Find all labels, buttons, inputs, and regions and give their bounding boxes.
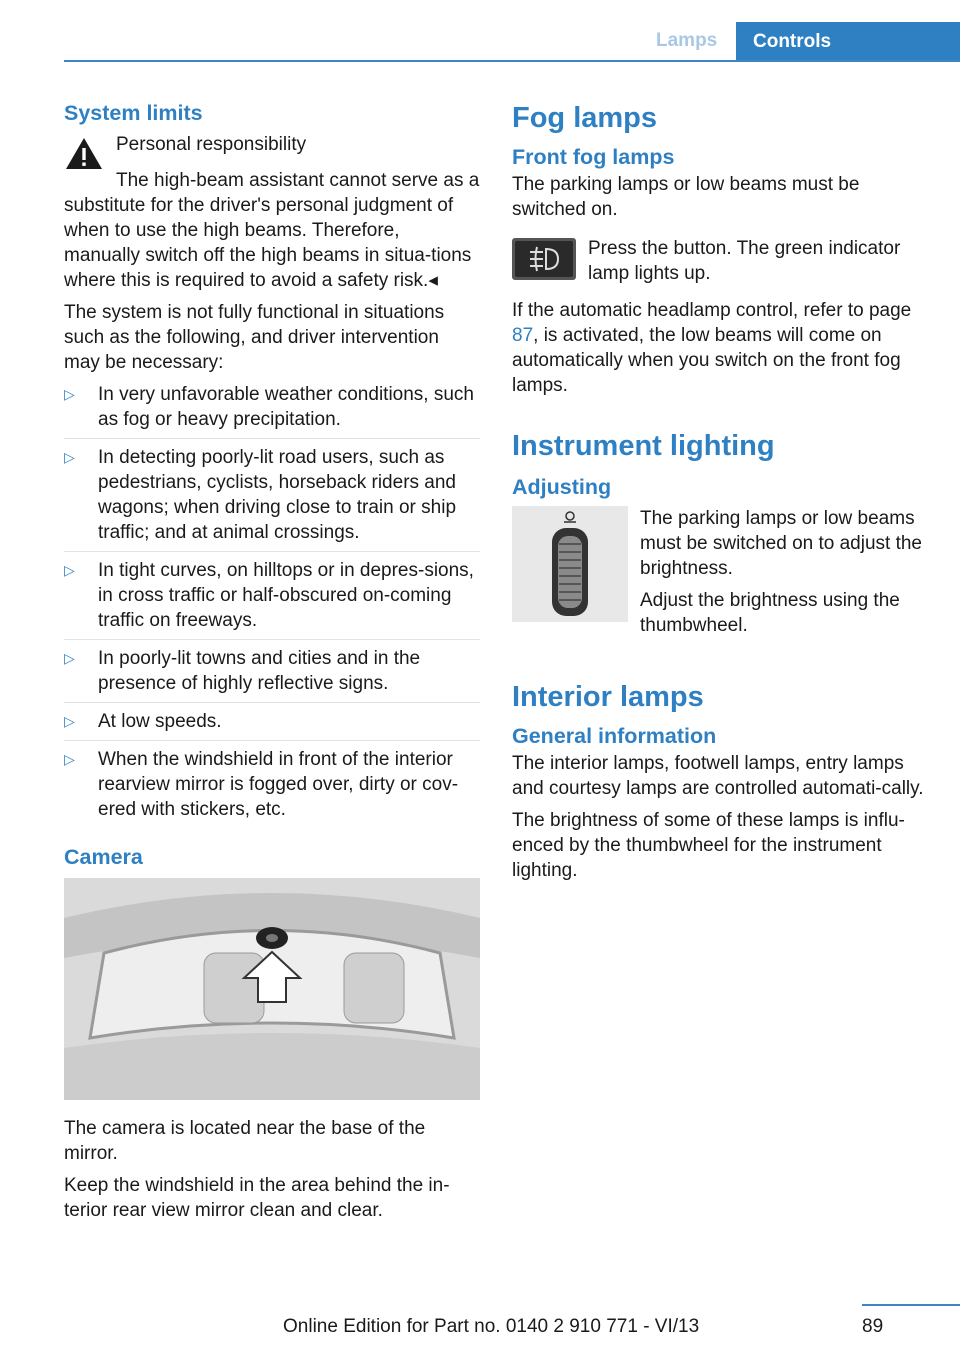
- fog-lamps-heading: Fog lamps: [512, 102, 658, 134]
- edition-footer: Online Edition for Part no. 0140 2 910 771 - VI/13: [283, 1316, 700, 1337]
- fog-lamp-button-icon: [512, 238, 576, 280]
- header-rule: [64, 60, 960, 62]
- list-item: ▷ In detecting poorly-lit road users, such as pedestrians, cyclists, horseback riders and wagons; when driving close to train or ship traffic; and at animal crossings.: [64, 447, 457, 543]
- instrument-lighting-heading: Instrument lighting: [512, 430, 775, 462]
- bullet-icon: ▷: [64, 386, 75, 402]
- camera-interior-image: [64, 878, 480, 1100]
- header-tab-lamps[interactable]: Lamps: [656, 30, 718, 51]
- list-item: ▷ When the windshield in front of the interior rearview mirror is fogged over, dirty or cov-ered with stickers, etc.: [64, 749, 459, 820]
- camera-text-1: The camera is located near the base of the mirror.: [64, 1118, 426, 1164]
- interior-lamps-heading: Interior lamps: [512, 681, 704, 713]
- bullet-icon: ▷: [64, 713, 75, 729]
- adjusting-text-1: The parking lamps or low beams must be switched on to adjust the brightness.: [640, 508, 922, 579]
- limits-intro: The system is not fully functional in situations such as the following, and driver intervention may be necessary:: [64, 302, 445, 373]
- page-87-link[interactable]: 87: [512, 325, 534, 346]
- list-item: ▷ In tight curves, on hilltops or in depres-sions, in cross traffic or half-obscured on-coming traffic on freeways.: [64, 560, 474, 631]
- list-item: ▷ In poorly-lit towns and cities and in the presence of highly reflective signs.: [64, 648, 421, 694]
- fog-button-row: [512, 236, 928, 286]
- adjusting-heading: Adjusting: [512, 475, 612, 499]
- warning-block: [64, 132, 480, 172]
- general-text-1: The interior lamps, footwell lamps, entry lamps and courtesy lamps are controlled automati-cally.: [512, 753, 924, 799]
- adjusting-row: [512, 506, 928, 645]
- camera-text-2: Keep the windshield in the area behind the in-terior rear view mirror clean and clear.: [64, 1175, 450, 1221]
- list-item: ▷ In very unfavorable weather conditions, such as fog or heavy precipitation.: [64, 384, 474, 430]
- press-button-text: Press the button. The green indicator lamp lights up.: [588, 238, 901, 284]
- front-fog-heading: Front fog lamps: [512, 145, 675, 169]
- warning-icon: [64, 136, 104, 172]
- page-number: 89: [862, 1316, 884, 1337]
- general-info-heading: General information: [512, 724, 717, 748]
- front-fog-text: The parking lamps or low beams must be switched on.: [512, 174, 860, 220]
- right-column: [512, 100, 928, 890]
- thumbwheel-icon: [512, 506, 628, 622]
- camera-heading: Camera: [64, 845, 143, 869]
- bullet-icon: ▷: [64, 650, 75, 666]
- warning-title: Personal responsibility: [116, 134, 307, 155]
- system-limits-heading: System limits: [64, 101, 203, 125]
- warning-text: The high-beam assistant cannot serve as a substitute for the driver's personal judgment of when to use the high beams. Therefore, manually switch off the high beams in situa-tions where this is required to avoid a safety risk.◂: [64, 170, 480, 291]
- page-header: [0, 0, 960, 62]
- limits-list: [64, 382, 480, 822]
- adjusting-text-2: Adjust the brightness using the thumbwheel.: [640, 590, 900, 636]
- bullet-icon: ▷: [64, 449, 75, 465]
- bullet-icon: ▷: [64, 751, 75, 767]
- list-item: ▷ At low speeds.: [64, 711, 222, 732]
- bullet-icon: ▷: [64, 562, 75, 578]
- left-column: [64, 100, 480, 1230]
- auto-headlamp-text: If the automatic headlamp control, refer to page 87, is activated, the low beams will come on automatically when you switch on the front fog lamps.: [512, 300, 912, 396]
- general-text-2: The brightness of some of these lamps is influ-enced by the thumbwheel for the instrument lighting.: [512, 810, 905, 881]
- footer-rule: [862, 1304, 960, 1306]
- header-tab-controls[interactable]: Controls: [736, 22, 960, 62]
